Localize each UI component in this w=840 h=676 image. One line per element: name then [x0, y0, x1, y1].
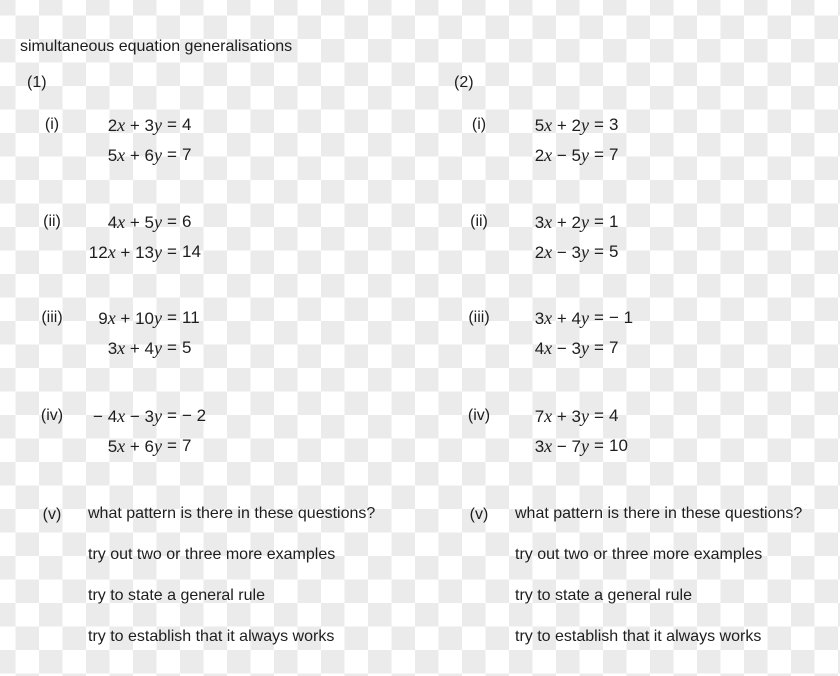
equals-sign: = [167, 145, 177, 164]
equation-rhs: 14 [182, 242, 201, 261]
equals-sign: = [167, 212, 177, 231]
equation-lhs: 12x + 13y [88, 242, 162, 262]
equation-rhs: 10 [609, 436, 628, 455]
equation-line [451, 404, 840, 428]
variable-x: x [544, 145, 553, 165]
column-1 [24, 68, 424, 668]
variable-y: y [581, 242, 589, 262]
equation-rhs: 6 [182, 212, 192, 231]
equation-line [451, 113, 840, 137]
equation-line [451, 336, 840, 360]
group-label: (ii) [43, 213, 61, 230]
equation-group [24, 306, 424, 366]
prompt-line: try to state a general rule [88, 587, 265, 604]
equals-sign: = [594, 308, 604, 327]
prompt-line: try to state a general rule [515, 587, 692, 604]
equation-group [451, 113, 840, 173]
group-label: (iv) [40, 407, 64, 424]
variable-x: x [117, 145, 126, 165]
equals-sign: = [167, 308, 177, 327]
equals-sign: = [167, 242, 177, 261]
prompt-line: try to establish that it always works [515, 628, 762, 645]
variable-x: x [544, 242, 553, 262]
variable-y: y [154, 145, 162, 165]
equation-rhs: 7 [609, 145, 619, 164]
group-label: (v) [42, 506, 62, 523]
equation-rhs: − 2 [182, 406, 207, 425]
equation-line [24, 210, 424, 234]
equals-sign: = [594, 338, 604, 357]
equation-line [451, 240, 840, 264]
equation-rhs: 7 [609, 338, 619, 357]
equation-line [24, 240, 424, 264]
equation-lhs: − 4x − 3y [93, 406, 162, 426]
equation-lhs: 3x + 4y [107, 338, 162, 358]
variable-x: x [544, 338, 553, 358]
equation-lhs: 2x + 3y [107, 115, 162, 135]
equation-line [451, 210, 840, 234]
equals-sign: = [167, 115, 177, 134]
variable-x: x [107, 242, 116, 262]
group-label: (i) [471, 116, 487, 133]
equation-line [24, 306, 424, 330]
variable-y: y [581, 115, 589, 135]
variable-x: x [117, 406, 126, 426]
equation-lhs: 3x − 7y [534, 436, 589, 456]
equation-lhs: 5x + 2y [534, 115, 589, 135]
variable-x: x [544, 115, 553, 135]
equation-rhs: 7 [182, 145, 192, 164]
equation-lhs: 5x + 6y [107, 436, 162, 456]
prompt-line: what pattern is there in these questions? [88, 505, 376, 522]
equation-rhs: 4 [182, 115, 192, 134]
equation-line [24, 336, 424, 360]
group-label: (iv) [467, 407, 491, 424]
equals-sign: = [594, 212, 604, 231]
equation-rhs: 5 [609, 242, 619, 261]
column-number: (2) [454, 74, 474, 91]
equation-lhs: 5x + 6y [107, 145, 162, 165]
equals-sign: = [594, 115, 604, 134]
equation-lhs: 7x + 3y [534, 406, 589, 426]
prompt-line: try to establish that it always works [88, 628, 335, 645]
equation-lhs: 9x + 10y [98, 308, 162, 328]
column-2 [451, 68, 840, 668]
equation-group [451, 210, 840, 270]
equation-group [24, 210, 424, 270]
variable-y: y [154, 115, 162, 135]
equation-rhs: 4 [609, 406, 619, 425]
variable-x: x [544, 406, 553, 426]
variable-y: y [581, 436, 589, 456]
equals-sign: = [167, 338, 177, 357]
group-label: (iii) [468, 309, 490, 326]
variable-y: y [154, 212, 162, 232]
equals-sign: = [167, 406, 177, 425]
group-label: (i) [44, 116, 60, 133]
equation-rhs: − 1 [609, 308, 634, 327]
equation-line [24, 434, 424, 458]
equation-lhs: 4x − 3y [534, 338, 589, 358]
variable-y: y [154, 406, 162, 426]
equation-group [24, 113, 424, 173]
variable-y: y [581, 145, 589, 165]
equals-sign: = [594, 406, 604, 425]
variable-x: x [544, 436, 553, 456]
prompt-line: what pattern is there in these questions? [515, 505, 803, 522]
prompt-line: try out two or three more examples [88, 546, 336, 563]
equals-sign: = [594, 145, 604, 164]
page-title: simultaneous equation generalisations [20, 38, 293, 55]
variable-y: y [154, 308, 162, 328]
variable-y: y [581, 308, 589, 328]
equation-lhs: 3x + 2y [534, 212, 589, 232]
equation-lhs: 3x + 4y [534, 308, 589, 328]
equation-rhs: 1 [609, 212, 619, 231]
variable-y: y [581, 338, 589, 358]
variable-y: y [154, 338, 162, 358]
variable-x: x [117, 338, 126, 358]
equation-line [24, 404, 424, 428]
prompt-line: try out two or three more examples [515, 546, 763, 563]
variable-y: y [581, 406, 589, 426]
equals-sign: = [167, 436, 177, 455]
equation-rhs: 11 [182, 308, 200, 327]
variable-y: y [581, 212, 589, 232]
variable-x: x [544, 308, 553, 328]
equation-line [24, 143, 424, 167]
variable-x: x [544, 212, 553, 232]
group-label: (iii) [41, 309, 63, 326]
variable-y: y [154, 436, 162, 456]
variable-x: x [107, 308, 116, 328]
equation-line [451, 306, 840, 330]
group-label: (ii) [470, 213, 488, 230]
equals-sign: = [594, 436, 604, 455]
equation-rhs: 7 [182, 436, 192, 455]
variable-x: x [117, 115, 126, 135]
equation-lhs: 2x − 3y [534, 242, 589, 262]
equation-lhs: 2x − 5y [534, 145, 589, 165]
equation-group [451, 404, 840, 464]
equation-lhs: 4x + 5y [107, 212, 162, 232]
equation-group [24, 404, 424, 464]
equation-line [24, 113, 424, 137]
equation-line [451, 143, 840, 167]
equation-line [451, 434, 840, 458]
variable-x: x [117, 212, 126, 232]
group-label: (v) [469, 506, 489, 523]
variable-y: y [154, 242, 162, 262]
equation-group [451, 306, 840, 366]
equation-rhs: 5 [182, 338, 192, 357]
equation-rhs: 3 [609, 115, 619, 134]
equals-sign: = [594, 242, 604, 261]
variable-x: x [117, 436, 126, 456]
column-number: (1) [27, 74, 47, 91]
